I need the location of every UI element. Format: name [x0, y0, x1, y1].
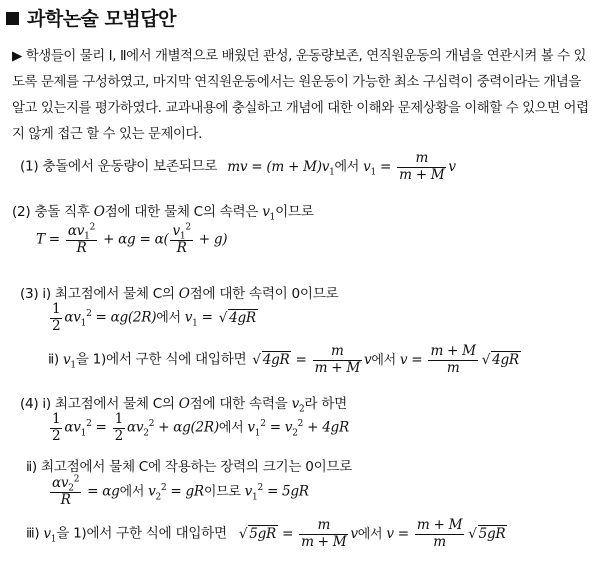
answer-3-line — [20, 282, 338, 302]
answer-4-connector-2: 에서 — [119, 484, 145, 500]
answer-2-label: (2) 충돌 직후 — [12, 204, 90, 220]
answer-1-equation: mv = $(m + M)v_1$ — [227, 158, 335, 178]
answer-4-equation-1: $\frac{1}{2}$ $\alpha v_1^2$ = $\frac{1}{2}$ $\alpha v_2^2 + \alpha g(2R)$에서 $v_1^2 = v_2^2 + 4gR$ — [52, 411, 349, 444]
answer-4-sub3: ⅲ) $v_1$을 1)에서 구한 식에 대입하면 √ 5gR = $\frac{m}{m + M}$ v에서 v = $\frac{m + M}{m}$ √ 5gR — [26, 517, 506, 550]
intro-paragraph: ▶ 학생들이 물리 Ⅰ, Ⅱ에서 개별적으로 배웠던 관성, 운동량보존, 연직원운동의 개념을 연관시켜 볼 수 있도록 문제를 구성하였고, 마지막 연직원운동에서는 원운동이 가능한 최소 구심력이 중력이라는 개념을 알고 있는지를 평가하였다. 교과내용에 충실하고 개념에 대한 이해와 문제상황을 이해할 수 있으면 어렵지 않게 접근 할 수 있는 문제이다. — [12, 49, 589, 142]
answer-2-var: $v_1$ — [262, 204, 276, 223]
answer-4-connector-3: 이므로 — [203, 484, 241, 500]
answer-4-equation-2: $\frac{\alpha v_2^2}{R}$ = αg에서 $v_2^2$ = gR이므로 $v_1^2 = 5gR$ — [52, 474, 309, 508]
answer-2-text-b: 이므로 — [275, 204, 314, 220]
answer-4-sub2: ⅱ) 최고점에서 물체 C에 작용하는 장력의 크기는 0이므로 — [26, 459, 353, 475]
answer-1-connector: 에서 — [334, 159, 360, 175]
answer-4-line: (4) ⅰ) 최고점에서 물체 C의 O점에 대한 속력을 $v_2$라 하면 — [20, 396, 347, 415]
answer-2-line — [12, 200, 314, 223]
title-text: 과학논술 모범답안 — [27, 8, 176, 30]
answer-3-connector: 에서 — [156, 310, 181, 326]
square-bullet-icon — [6, 12, 19, 25]
answer-2-equation: T = $\frac{\alpha v_1^2}{R}$ + αg = α( $\frac{v_1^2}{R}$ + g) — [36, 222, 228, 256]
answer-3-sub2: ⅱ) $v_1$을 1)에서 구한 식에 대입하면 √ 4gR = $\frac{m}{m + M}$ v에서 v = $\frac{m + M}{m}$ √ 4gR — [48, 343, 519, 376]
answer-2-text-a: 점에 대한 물체 C의 속력은 — [104, 204, 259, 220]
answer-4-sub3-text: 을 1)에서 구한 식에 대입하면 — [56, 525, 227, 542]
answer-3-equation-1: $\frac{1}{2}$ $\alpha v_1^2 = \alpha g(2R)$에서 $v_1$ = √ 4gR — [52, 301, 256, 334]
answer-4-connector: 에서 — [218, 420, 244, 436]
answer-3-sub2-label: ⅱ) — [48, 351, 59, 368]
answer-3-equation-2: √ 4gR = $\frac{m}{m + M}$ v에서 v = $\frac{m + M}{m}$ √ 4gR — [252, 343, 519, 376]
answer-4-connector-4: 에서 — [357, 526, 383, 542]
answer-4-text-a: 점에 대한 속력을 — [189, 396, 288, 412]
answer-4-label: (4) ⅰ) 최고점에서 물체 C의 — [20, 396, 175, 412]
page-title — [6, 4, 176, 31]
answer-4-sub3-label: ⅲ) — [26, 525, 40, 542]
answer-1-result: $v_1$ = $\frac{m}{m + M}$ v — [363, 150, 456, 183]
answer-4-point-O: O — [178, 396, 190, 412]
answer-3-point-O: O — [178, 286, 190, 302]
answer-4-text-b: 라 하면 — [304, 396, 347, 412]
answer-3-sub2-text: 을 1)에서 구한 식에 대입하면 — [75, 351, 247, 368]
answer-3-text-a: 점에 대한 속력이 0이므로 — [189, 286, 339, 302]
answer-1-label: (1) 충돌에서 운동량이 보존되므로 — [20, 158, 218, 175]
answer-4-equation-3: √ 5gR = $\frac{m}{m + M}$ v에서 v = $\frac{m + M}{m}$ √ 5gR — [238, 517, 506, 550]
answer-2-point-O: O — [93, 204, 105, 220]
answer-1 — [20, 151, 456, 183]
answer-3-label: (3) ⅰ) 최고점에서 물체 C의 — [20, 286, 175, 302]
answer-3-connector-2: 에서 — [371, 352, 396, 368]
